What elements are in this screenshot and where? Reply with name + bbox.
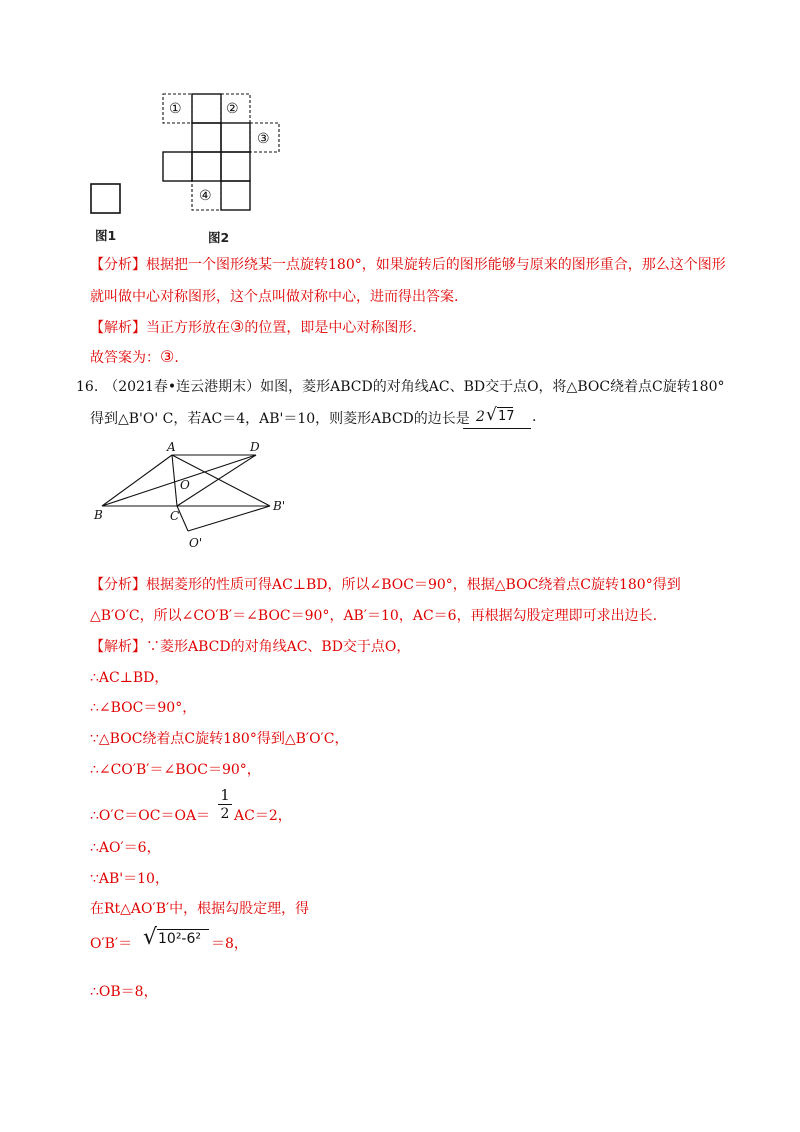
q16-stem-text-1: （2021春•连云港期末）如图，菱形ABCD的对角线AC、BD交于点O，将△BOC绕着点C旋转180°	[104, 379, 725, 395]
q16-solution-line-5	[90, 760, 261, 780]
fig2-label-2: ②	[226, 101, 239, 117]
q16-radical-sign: √	[143, 925, 158, 950]
q16-solution-tag: 【解析】	[90, 639, 146, 655]
q16-solution-text-4: ∵△BOC绕着点C旋转180°得到△B′O′C，	[90, 731, 349, 747]
q16-solution-line-2	[90, 668, 168, 688]
q16-stem-text-2b: .	[532, 409, 537, 425]
fig2-caption: 图2	[208, 230, 230, 245]
q16-stem-text-2a: 得到△B'O' C，若AC＝4，AB'＝10，则菱形ABCD的边长是	[90, 411, 470, 427]
q15-analysis-line-2	[90, 287, 458, 307]
q16-analysis-text-1: 根据菱形的性质可得AC⊥BD，所以∠BOC＝90°，根据△BOC绕着点C旋转180°得到	[146, 577, 681, 593]
q16-solution-line-10a	[90, 934, 132, 954]
q16-analysis-line-2	[90, 606, 657, 626]
q16-solution-text-1: ∵菱形ABCD的对角线AC、BD交于点O，	[146, 639, 411, 655]
q15-answer-text-b: .	[174, 350, 179, 366]
fig1-caption: 图1	[95, 228, 117, 243]
edge-BA	[102, 455, 172, 506]
diagonal-AC	[172, 455, 177, 506]
q16-solution-text-9: 在Rt△AO′B′中，根据勾股定理，得	[90, 901, 310, 917]
q15-solution-text-a: 当正方形放在	[146, 320, 230, 336]
q16-solution-line-10b	[211, 934, 248, 954]
fig2-label-3: ③	[257, 131, 270, 147]
q16-solution-text-6b: AC＝2，	[234, 808, 292, 824]
q15-analysis-text-1: 根据把一个图形绕某一点旋转180°，如果旋转后的图形能够与原来的图形重合，那么这个图形	[146, 257, 726, 273]
fraction-one-half	[217, 787, 233, 822]
q16-stem-line-2	[90, 409, 470, 429]
q16-solution-line-6a	[90, 806, 210, 826]
q16-stem-line-1	[76, 377, 725, 397]
fraction-numerator: 1	[220, 786, 230, 804]
diagonal-BD	[102, 455, 256, 506]
q15-answer-circle: ③	[160, 347, 175, 366]
fig2-label-1: ①	[169, 101, 182, 117]
label-B: B	[94, 508, 103, 522]
q16-solution-line-6b	[234, 806, 292, 826]
q16-solution-line-1	[90, 637, 410, 657]
label-B-prime: B'	[273, 499, 286, 513]
q16-solution-text-10a: O′B′＝	[90, 936, 133, 952]
label-O: O	[180, 478, 190, 492]
q16-solution-line-11	[90, 982, 158, 1002]
q16-solution-text-11: ∴OB＝8，	[90, 984, 158, 1000]
q15-solution-tag: 【解析】	[90, 320, 146, 336]
q16-solution-text-8: ∵AB'＝10，	[90, 871, 169, 887]
q16-answer-coef: 2	[476, 409, 485, 425]
q16-solution-line-9	[90, 899, 309, 919]
q16-solution-text-5: ∴∠CO′B′＝∠BOC＝90°，	[90, 762, 261, 778]
label-A: A	[167, 440, 176, 454]
q16-analysis-text-2: △B′O′C，所以∠CO′B′＝∠BOC＝90°，AB′＝10，AC＝6，再根据勾股定理即可求出边长.	[90, 608, 658, 624]
net-figure	[80, 86, 300, 246]
fig1-square	[91, 184, 120, 213]
q15-solution-line	[90, 317, 417, 338]
q16-solution-text-7: ∴AO′＝6，	[90, 840, 161, 856]
rhombus-figure	[90, 436, 300, 552]
label-C: C	[170, 509, 180, 523]
q16-solution-line-8	[90, 869, 169, 889]
fraction-denominator: 2	[220, 806, 230, 822]
q16-solution-text-2: ∴AC⊥BD，	[90, 670, 169, 686]
line-O2B2	[188, 506, 270, 531]
q16-solution-line-3	[90, 698, 196, 718]
q16-solution-text-3: ∴∠BOC＝90°，	[90, 700, 197, 716]
q15-solution-text-b: 的位置，即是中心对称图形.	[244, 320, 417, 336]
q15-solution-circle: ③	[230, 317, 245, 336]
q16-number: 16.	[76, 379, 99, 395]
q16-answer-blank	[463, 408, 531, 429]
q16-solution-line-7	[90, 838, 161, 858]
label-D: D	[250, 440, 260, 454]
q16-answer-radical-sign: √	[486, 405, 497, 425]
q16-answer-radicand: 17	[498, 409, 515, 424]
q15-analysis-line-1	[90, 255, 726, 275]
fig2-label-4: ④	[199, 188, 212, 204]
q16-solution-text-10b: ＝8，	[211, 936, 248, 952]
label-O-prime: O'	[189, 536, 203, 550]
q16-radical-vinculum	[157, 929, 209, 930]
q16-radicand: 10²-6²	[158, 931, 201, 947]
q16-analysis-line-1	[90, 575, 681, 595]
q16-solution-line-4	[90, 729, 348, 749]
fraction-bar	[218, 804, 232, 805]
q15-answer-text-a: 故答案为：	[90, 350, 160, 366]
q15-analysis-tag: 【分析】	[90, 257, 146, 273]
q15-answer-line	[90, 347, 179, 368]
q16-analysis-tag: 【分析】	[90, 577, 146, 593]
q16-solution-text-6a: ∴O′C＝OC＝OA＝	[90, 808, 211, 824]
q16-answer-vinculum	[497, 407, 513, 408]
q15-analysis-text-2: 就叫做中心对称图形，这个点叫做对称中心，进而得出答案.	[90, 289, 459, 305]
